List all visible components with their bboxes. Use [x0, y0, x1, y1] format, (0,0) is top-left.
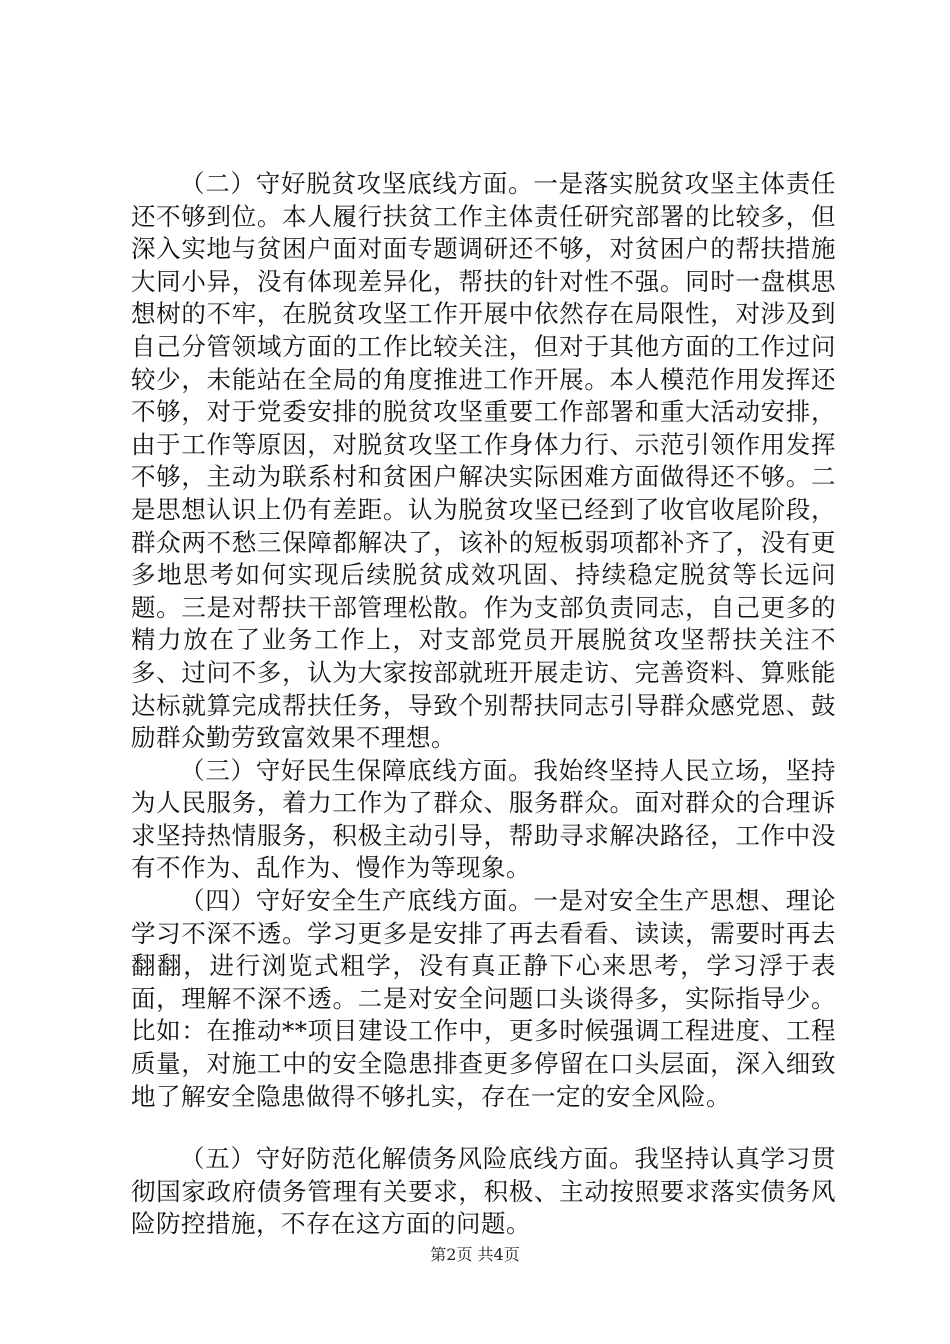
paragraph-poverty-alleviation: （二）守好脱贫攻坚底线方面。一是落实脱贫攻坚主体责任还不够到位。本人履行扶贫工作主体责任研究部署的比较多，但深入实地与贫困户面对面专题调研还不够，对贫困户的帮扶措施大同小异，没有体现差异化，帮扶的针对性不强。同时一盘棋思想树的不牢，在脱贫攻坚工作开展中依然存在局限性，对涉及到自己分管领域方面的工作比较关注，但对于其他方面的工作过问较少，未能站在全局的角度推进工作开展。本人模范作用发挥还不够，对于党委安排的脱贫攻坚重要工作部署和重大活动安排，由于工作等原因，对脱贫攻坚工作身体力行、示范引领作用发挥不够，主动为联系村和贫困户解决实际困难方面做得还不够。二是思想认识上仍有差距。认为脱贫攻坚已经到了收官收尾阶段，群众两不愁三保障都解决了，该补的短板弱项都补齐了，没有更多地思考如何实现后续脱贫成效巩固、持续稳定脱贫等长远问题。三是对帮扶干部管理松散。作为支部负责同志，自己更多的精力放在了业务工作上，对支部党员开展脱贫攻坚帮扶关注不多、过问不多，认为大家按部就班开展走访、完善资料、算账能达标就算完成帮扶任务，导致个别帮扶同志引导群众感党恩、鼓励群众勤劳致富效果不理想。: [131, 169, 836, 753]
document-body: [131, 168, 836, 1241]
paragraph-livelihood-security: （三）守好民生保障底线方面。我始终坚持人民立场，坚持为人民服务，着力工作为了群众、服务群众。面对群众的合理诉求坚持热情服务，积极主动引导，帮助寻求解决路径，工作中没有不作为、乱作为、慢作为等现象。: [131, 755, 836, 883]
page-number-footer: 第2页 共4页: [430, 1245, 520, 1264]
paragraph-debt-risk: （五）守好防范化解债务风险底线方面。我坚持认真学习贯彻国家政府债务管理有关要求，积极、主动按照要求落实债务风险防控措施，不存在这方面的问题。: [131, 1144, 836, 1239]
paragraph-production-safety: （四）守好安全生产底线方面。一是对安全生产思想、理论学习不深不透。学习更多是安排了再去看看、读读，需要时再去翻翻，进行浏览式粗学，没有真正静下心来思考，学习浮于表面，理解不深不透。二是对安全问题口头谈得多，实际指导少。比如：在推动**项目建设工作中，更多时候强调工程进度、工程质量，对施工中的安全隐患排查更多停留在口头层面，深入细致地了解安全隐患做得不够扎实，存在一定的安全风险。: [131, 886, 836, 1111]
